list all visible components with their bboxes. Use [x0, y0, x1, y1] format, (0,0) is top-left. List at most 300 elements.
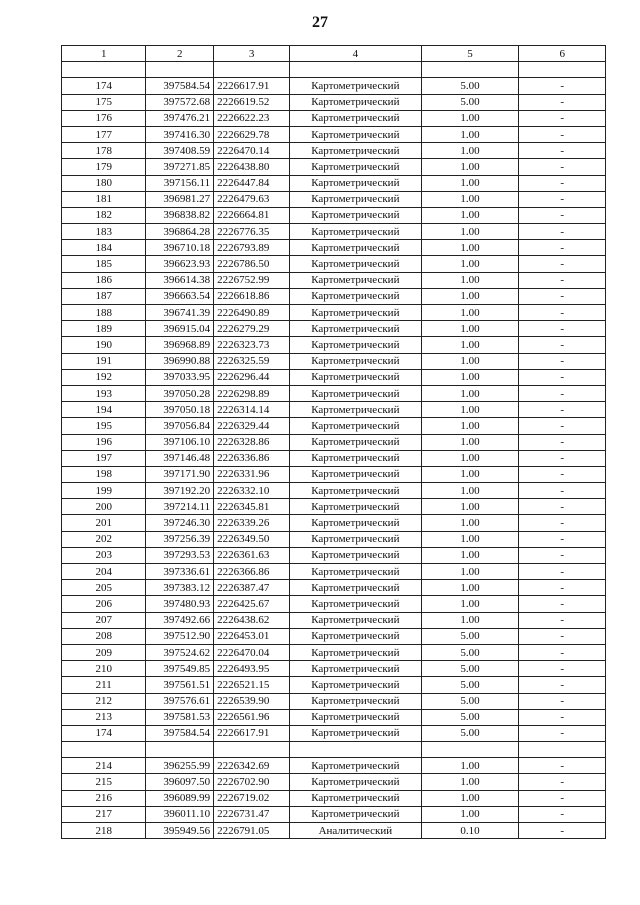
table-row	[62, 612, 606, 628]
x-coordinate-cell: 397056.84	[146, 418, 214, 434]
table-row	[62, 628, 606, 644]
note-cell: -	[519, 159, 606, 175]
table-row	[62, 758, 606, 774]
column-header: 1	[62, 46, 146, 62]
x-coordinate-cell: 396915.04	[146, 321, 214, 337]
x-coordinate-cell: 396089.99	[146, 790, 214, 806]
x-coordinate-cell: 397156.11	[146, 175, 214, 191]
method-cell: Картометрический	[290, 580, 421, 596]
x-coordinate-cell: 396990.88	[146, 353, 214, 369]
point-number-cell: 206	[62, 596, 146, 612]
point-number-cell: 216	[62, 790, 146, 806]
method-cell: Картометрический	[290, 628, 421, 644]
note-cell: -	[519, 434, 606, 450]
accuracy-cell: 5.00	[421, 644, 519, 660]
point-number-cell: 185	[62, 256, 146, 272]
method-cell: Аналитический	[290, 823, 421, 839]
y-coordinate-cell: 2226447.84	[214, 175, 290, 191]
method-cell: Картометрический	[290, 661, 421, 677]
y-coordinate-cell	[214, 742, 290, 758]
table-row	[62, 499, 606, 515]
x-coordinate-cell: 397106.10	[146, 434, 214, 450]
y-coordinate-cell: 2226323.73	[214, 337, 290, 353]
note-cell: -	[519, 240, 606, 256]
x-coordinate-cell: 396614.38	[146, 272, 214, 288]
x-coordinate-cell: 397336.61	[146, 564, 214, 580]
x-coordinate-cell: 397572.68	[146, 94, 214, 110]
table-row	[62, 256, 606, 272]
accuracy-cell: 1.00	[421, 110, 519, 126]
note-cell: -	[519, 207, 606, 223]
x-coordinate-cell: 397476.21	[146, 110, 214, 126]
point-number-cell: 190	[62, 337, 146, 353]
note-cell: -	[519, 418, 606, 434]
method-cell: Картометрический	[290, 240, 421, 256]
y-coordinate-cell: 2226702.90	[214, 774, 290, 790]
x-coordinate-cell: 397256.39	[146, 531, 214, 547]
table-row	[62, 774, 606, 790]
note-cell: -	[519, 628, 606, 644]
table-row	[62, 110, 606, 126]
coordinates-table	[61, 45, 606, 839]
point-number-cell: 194	[62, 402, 146, 418]
method-cell: Картометрический	[290, 709, 421, 725]
point-number-cell: 180	[62, 175, 146, 191]
method-cell: Картометрический	[290, 224, 421, 240]
x-coordinate-cell: 397549.85	[146, 661, 214, 677]
method-cell: Картометрический	[290, 321, 421, 337]
x-coordinate-cell: 396981.27	[146, 191, 214, 207]
note-cell: -	[519, 466, 606, 482]
y-coordinate-cell: 2226425.67	[214, 596, 290, 612]
point-number-cell: 213	[62, 709, 146, 725]
note-cell: -	[519, 337, 606, 353]
x-coordinate-cell: 396864.28	[146, 224, 214, 240]
y-coordinate-cell: 2226314.14	[214, 402, 290, 418]
accuracy-cell: 5.00	[421, 78, 519, 94]
table-row	[62, 191, 606, 207]
method-cell: Картометрический	[290, 564, 421, 580]
accuracy-cell: 1.00	[421, 499, 519, 515]
method-cell: Картометрический	[290, 175, 421, 191]
accuracy-cell: 1.00	[421, 790, 519, 806]
table-row	[62, 305, 606, 321]
x-coordinate-cell: 397492.66	[146, 612, 214, 628]
point-number-cell: 204	[62, 564, 146, 580]
note-cell: -	[519, 515, 606, 531]
column-header: 6	[519, 46, 606, 62]
y-coordinate-cell: 2226332.10	[214, 483, 290, 499]
table-row	[62, 564, 606, 580]
point-number-cell: 181	[62, 191, 146, 207]
table-row	[62, 159, 606, 175]
accuracy-cell: 1.00	[421, 305, 519, 321]
y-coordinate-cell: 2226325.59	[214, 353, 290, 369]
table-row	[62, 78, 606, 94]
table-row	[62, 143, 606, 159]
y-coordinate-cell: 2226438.80	[214, 159, 290, 175]
point-number-cell: 187	[62, 288, 146, 304]
table-row	[62, 806, 606, 822]
method-cell: Картометрический	[290, 466, 421, 482]
note-cell: -	[519, 321, 606, 337]
method-cell: Картометрический	[290, 499, 421, 515]
point-number-cell: 202	[62, 531, 146, 547]
method-cell: Картометрический	[290, 256, 421, 272]
point-number-cell: 192	[62, 369, 146, 385]
y-coordinate-cell: 2226561.96	[214, 709, 290, 725]
y-coordinate-cell: 2226793.89	[214, 240, 290, 256]
point-number-cell: 218	[62, 823, 146, 839]
method-cell: Картометрический	[290, 531, 421, 547]
table-row	[62, 94, 606, 110]
column-header: 2	[146, 46, 214, 62]
table-row	[62, 709, 606, 725]
x-coordinate-cell: 397214.11	[146, 499, 214, 515]
table-row	[62, 402, 606, 418]
point-number-cell: 189	[62, 321, 146, 337]
x-coordinate-cell: 397383.12	[146, 580, 214, 596]
note-cell: -	[519, 693, 606, 709]
accuracy-cell: 5.00	[421, 709, 519, 725]
point-number-cell: 188	[62, 305, 146, 321]
accuracy-cell: 1.00	[421, 547, 519, 563]
method-cell: Картометрический	[290, 450, 421, 466]
method-cell: Картометрический	[290, 385, 421, 401]
y-coordinate-cell: 2226731.47	[214, 806, 290, 822]
note-cell	[519, 62, 606, 78]
y-coordinate-cell: 2226336.86	[214, 450, 290, 466]
point-number-cell: 182	[62, 207, 146, 223]
x-coordinate-cell	[146, 742, 214, 758]
point-number-cell	[62, 62, 146, 78]
note-cell: -	[519, 126, 606, 142]
table-row	[62, 531, 606, 547]
note-cell: -	[519, 288, 606, 304]
accuracy-cell: 1.00	[421, 758, 519, 774]
method-cell: Картометрический	[290, 94, 421, 110]
x-coordinate-cell: 397408.59	[146, 143, 214, 159]
y-coordinate-cell: 2226366.86	[214, 564, 290, 580]
accuracy-cell: 1.00	[421, 126, 519, 142]
x-coordinate-cell: 397576.61	[146, 693, 214, 709]
y-coordinate-cell: 2226629.78	[214, 126, 290, 142]
point-number-cell: 198	[62, 466, 146, 482]
method-cell: Картометрический	[290, 677, 421, 693]
accuracy-cell: 5.00	[421, 661, 519, 677]
y-coordinate-cell: 2226664.81	[214, 207, 290, 223]
note-cell: -	[519, 644, 606, 660]
note-cell: -	[519, 110, 606, 126]
table-row	[62, 385, 606, 401]
table-row	[62, 466, 606, 482]
accuracy-cell: 0.10	[421, 823, 519, 839]
method-cell: Картометрический	[290, 78, 421, 94]
table-row	[62, 369, 606, 385]
point-number-cell: 175	[62, 94, 146, 110]
table-row	[62, 272, 606, 288]
accuracy-cell: 1.00	[421, 596, 519, 612]
y-coordinate-cell: 2226539.90	[214, 693, 290, 709]
accuracy-cell: 1.00	[421, 434, 519, 450]
table-row	[62, 483, 606, 499]
point-number-cell: 195	[62, 418, 146, 434]
y-coordinate-cell: 2226328.86	[214, 434, 290, 450]
note-cell: -	[519, 612, 606, 628]
point-number-cell: 196	[62, 434, 146, 450]
y-coordinate-cell: 2226521.15	[214, 677, 290, 693]
note-cell: -	[519, 790, 606, 806]
point-number-cell: 211	[62, 677, 146, 693]
point-number-cell: 214	[62, 758, 146, 774]
accuracy-cell: 1.00	[421, 353, 519, 369]
accuracy-cell: 1.00	[421, 191, 519, 207]
y-coordinate-cell: 2226349.50	[214, 531, 290, 547]
note-cell: -	[519, 531, 606, 547]
point-number-cell: 191	[62, 353, 146, 369]
method-cell: Картометрический	[290, 418, 421, 434]
y-coordinate-cell: 2226619.52	[214, 94, 290, 110]
table-row	[62, 596, 606, 612]
method-cell: Картометрический	[290, 369, 421, 385]
point-number-cell: 205	[62, 580, 146, 596]
separator-row	[62, 742, 606, 758]
x-coordinate-cell: 397271.85	[146, 159, 214, 175]
table-row	[62, 547, 606, 563]
table-row	[62, 353, 606, 369]
column-header: 3	[214, 46, 290, 62]
method-cell: Картометрический	[290, 288, 421, 304]
note-cell: -	[519, 774, 606, 790]
point-number-cell: 177	[62, 126, 146, 142]
y-coordinate-cell: 2226490.89	[214, 305, 290, 321]
table-row	[62, 207, 606, 223]
table-row	[62, 693, 606, 709]
point-number-cell: 174	[62, 725, 146, 741]
y-coordinate-cell: 2226345.81	[214, 499, 290, 515]
method-cell: Картометрический	[290, 402, 421, 418]
x-coordinate-cell: 395949.56	[146, 823, 214, 839]
note-cell: -	[519, 256, 606, 272]
accuracy-cell: 1.00	[421, 207, 519, 223]
table-row	[62, 337, 606, 353]
method-cell: Картометрический	[290, 806, 421, 822]
method-cell: Картометрический	[290, 272, 421, 288]
y-coordinate-cell: 2226331.96	[214, 466, 290, 482]
method-cell: Картометрический	[290, 159, 421, 175]
x-coordinate-cell: 397561.51	[146, 677, 214, 693]
column-header: 5	[421, 46, 519, 62]
y-coordinate-cell: 2226470.14	[214, 143, 290, 159]
column-header: 4	[290, 46, 421, 62]
x-coordinate-cell: 396741.39	[146, 305, 214, 321]
note-cell: -	[519, 191, 606, 207]
y-coordinate-cell: 2226479.63	[214, 191, 290, 207]
accuracy-cell: 1.00	[421, 385, 519, 401]
method-cell: Картометрический	[290, 143, 421, 159]
x-coordinate-cell: 396011.10	[146, 806, 214, 822]
note-cell: -	[519, 547, 606, 563]
x-coordinate-cell: 397524.62	[146, 644, 214, 660]
accuracy-cell: 1.00	[421, 564, 519, 580]
note-cell: -	[519, 806, 606, 822]
accuracy-cell: 1.00	[421, 466, 519, 482]
y-coordinate-cell: 2226617.91	[214, 725, 290, 741]
accuracy-cell: 1.00	[421, 288, 519, 304]
note-cell: -	[519, 725, 606, 741]
note-cell: -	[519, 677, 606, 693]
x-coordinate-cell: 396255.99	[146, 758, 214, 774]
accuracy-cell: 1.00	[421, 515, 519, 531]
accuracy-cell: 1.00	[421, 240, 519, 256]
page-number: 27	[312, 14, 328, 31]
x-coordinate-cell: 397033.95	[146, 369, 214, 385]
method-cell: Картометрический	[290, 790, 421, 806]
table-row	[62, 418, 606, 434]
x-coordinate-cell: 397146.48	[146, 450, 214, 466]
point-number-cell: 200	[62, 499, 146, 515]
accuracy-cell	[421, 742, 519, 758]
accuracy-cell: 1.00	[421, 774, 519, 790]
x-coordinate-cell: 397050.28	[146, 385, 214, 401]
accuracy-cell: 5.00	[421, 725, 519, 741]
method-cell: Картометрический	[290, 126, 421, 142]
y-coordinate-cell: 2226791.05	[214, 823, 290, 839]
y-coordinate-cell: 2226618.86	[214, 288, 290, 304]
point-number-cell: 193	[62, 385, 146, 401]
accuracy-cell: 1.00	[421, 321, 519, 337]
table-row	[62, 240, 606, 256]
note-cell: -	[519, 596, 606, 612]
table-body	[62, 62, 606, 839]
y-coordinate-cell: 2226279.29	[214, 321, 290, 337]
y-coordinate-cell: 2226493.95	[214, 661, 290, 677]
method-cell: Картометрический	[290, 110, 421, 126]
table-row	[62, 823, 606, 839]
method-cell: Картометрический	[290, 434, 421, 450]
y-coordinate-cell: 2226719.02	[214, 790, 290, 806]
method-cell: Картометрический	[290, 191, 421, 207]
accuracy-cell: 1.00	[421, 224, 519, 240]
x-coordinate-cell: 396623.93	[146, 256, 214, 272]
y-coordinate-cell: 2226617.91	[214, 78, 290, 94]
point-number-cell: 179	[62, 159, 146, 175]
note-cell: -	[519, 450, 606, 466]
note-cell: -	[519, 385, 606, 401]
point-number-cell: 201	[62, 515, 146, 531]
table-header-row	[62, 46, 606, 62]
y-coordinate-cell: 2226296.44	[214, 369, 290, 385]
separator-row	[62, 62, 606, 78]
accuracy-cell: 1.00	[421, 450, 519, 466]
accuracy-cell: 1.00	[421, 483, 519, 499]
table-row	[62, 126, 606, 142]
method-cell: Картометрический	[290, 725, 421, 741]
y-coordinate-cell: 2226361.63	[214, 547, 290, 563]
accuracy-cell: 1.00	[421, 175, 519, 191]
x-coordinate-cell: 397416.30	[146, 126, 214, 142]
point-number-cell: 212	[62, 693, 146, 709]
accuracy-cell	[421, 62, 519, 78]
point-number-cell: 215	[62, 774, 146, 790]
x-coordinate-cell: 397293.53	[146, 547, 214, 563]
x-coordinate-cell: 397192.20	[146, 483, 214, 499]
accuracy-cell: 1.00	[421, 531, 519, 547]
point-number-cell: 203	[62, 547, 146, 563]
y-coordinate-cell: 2226453.01	[214, 628, 290, 644]
point-number-cell: 178	[62, 143, 146, 159]
accuracy-cell: 1.00	[421, 256, 519, 272]
y-coordinate-cell: 2226298.89	[214, 385, 290, 401]
note-cell: -	[519, 483, 606, 499]
accuracy-cell: 1.00	[421, 580, 519, 596]
method-cell: Картометрический	[290, 305, 421, 321]
point-number-cell: 207	[62, 612, 146, 628]
accuracy-cell: 1.00	[421, 612, 519, 628]
point-number-cell: 208	[62, 628, 146, 644]
table-row	[62, 580, 606, 596]
x-coordinate-cell: 396663.54	[146, 288, 214, 304]
y-coordinate-cell: 2226470.04	[214, 644, 290, 660]
note-cell: -	[519, 143, 606, 159]
y-coordinate-cell: 2226786.50	[214, 256, 290, 272]
y-coordinate-cell: 2226387.47	[214, 580, 290, 596]
accuracy-cell: 1.00	[421, 272, 519, 288]
x-coordinate-cell: 396968.89	[146, 337, 214, 353]
method-cell: Картометрический	[290, 515, 421, 531]
accuracy-cell: 1.00	[421, 143, 519, 159]
x-coordinate-cell: 397584.54	[146, 725, 214, 741]
method-cell: Картометрический	[290, 547, 421, 563]
accuracy-cell: 1.00	[421, 806, 519, 822]
accuracy-cell: 5.00	[421, 693, 519, 709]
method-cell: Картометрический	[290, 353, 421, 369]
note-cell: -	[519, 661, 606, 677]
table-row	[62, 450, 606, 466]
note-cell: -	[519, 272, 606, 288]
note-cell: -	[519, 94, 606, 110]
note-cell: -	[519, 564, 606, 580]
method-cell: Картометрический	[290, 337, 421, 353]
note-cell: -	[519, 758, 606, 774]
method-cell: Картометрический	[290, 596, 421, 612]
accuracy-cell: 1.00	[421, 337, 519, 353]
accuracy-cell: 1.00	[421, 402, 519, 418]
point-number-cell: 209	[62, 644, 146, 660]
table-row	[62, 790, 606, 806]
point-number-cell: 217	[62, 806, 146, 822]
x-coordinate-cell: 396838.82	[146, 207, 214, 223]
point-number-cell: 186	[62, 272, 146, 288]
y-coordinate-cell: 2226776.35	[214, 224, 290, 240]
method-cell: Картометрический	[290, 758, 421, 774]
table-row	[62, 321, 606, 337]
note-cell: -	[519, 402, 606, 418]
y-coordinate-cell: 2226622.23	[214, 110, 290, 126]
note-cell	[519, 742, 606, 758]
x-coordinate-cell: 396097.50	[146, 774, 214, 790]
x-coordinate-cell: 397246.30	[146, 515, 214, 531]
note-cell: -	[519, 823, 606, 839]
accuracy-cell: 5.00	[421, 628, 519, 644]
table-row	[62, 644, 606, 660]
method-cell: Картометрический	[290, 483, 421, 499]
note-cell: -	[519, 175, 606, 191]
x-coordinate-cell: 397581.53	[146, 709, 214, 725]
y-coordinate-cell: 2226339.26	[214, 515, 290, 531]
method-cell: Картометрический	[290, 644, 421, 660]
table-row	[62, 175, 606, 191]
